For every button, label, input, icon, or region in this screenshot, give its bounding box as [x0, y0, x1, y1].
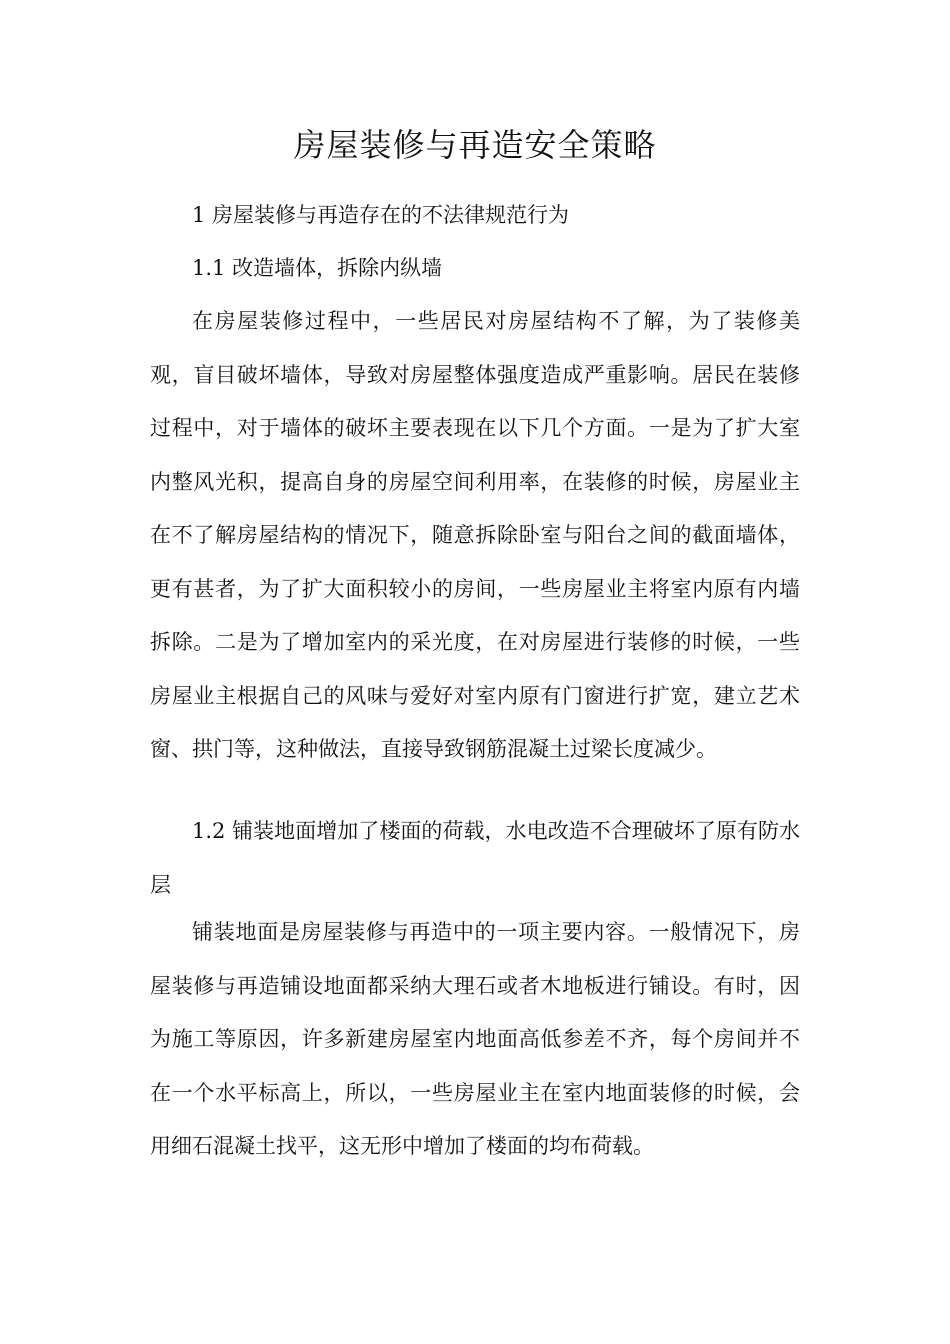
paragraph-1: 在房屋装修过程中，一些居民对房屋结构不了解，为了装修美观，盲目破坏墙体，导致对房屋整体强度造成严重影响。居民在装修过程中，对于墙体的破坏主要表现在以下几个方面。一是为了扩大室内整风光积，提高自身的房屋空间利用率，在装修的时候，房屋业主在不了解房屋结构的情况下，随意拆除卧室与阳台之间的截面墙体，更有甚者，为了扩大面积较小的房间，一些房屋业主将室内原有内墙拆除。二是为了增加室内的采光度，在对房屋进行装修的时候，一些房屋业主根据自己的风味与爱好对室内原有门窗进行扩宽，建立艺术窗、拱门等，这种做法，直接导致钢筋混凝土过梁长度减少。: [150, 309, 800, 761]
document-title: 房屋装修与再造安全策略: [293, 126, 657, 164]
section-1-heading: 1 房屋装修与再造存在的不法律规范行为: [192, 203, 570, 227]
paragraph-2: 铺装地面是房屋装修与再造中的一项主要内容。一般情况下，房屋装修与再造铺设地面都采纳大理石或者木地板进行铺设。有时，因为施工等原因，许多新建房屋室内地面高低参差不齐，每个房间并不在一个水平标高上，所以，一些房屋业主在室内地面装修的时候，会用细石混凝土找平，这无形中增加了楼面的均布荷载。: [150, 920, 800, 1158]
section-1-2-heading: 1.2 铺装地面增加了楼面的荷载，水电改造不合理破坏了原有防水层: [150, 819, 800, 897]
section-1-1-heading: 1.1 改造墙体，拆除内纵墙: [192, 256, 443, 280]
